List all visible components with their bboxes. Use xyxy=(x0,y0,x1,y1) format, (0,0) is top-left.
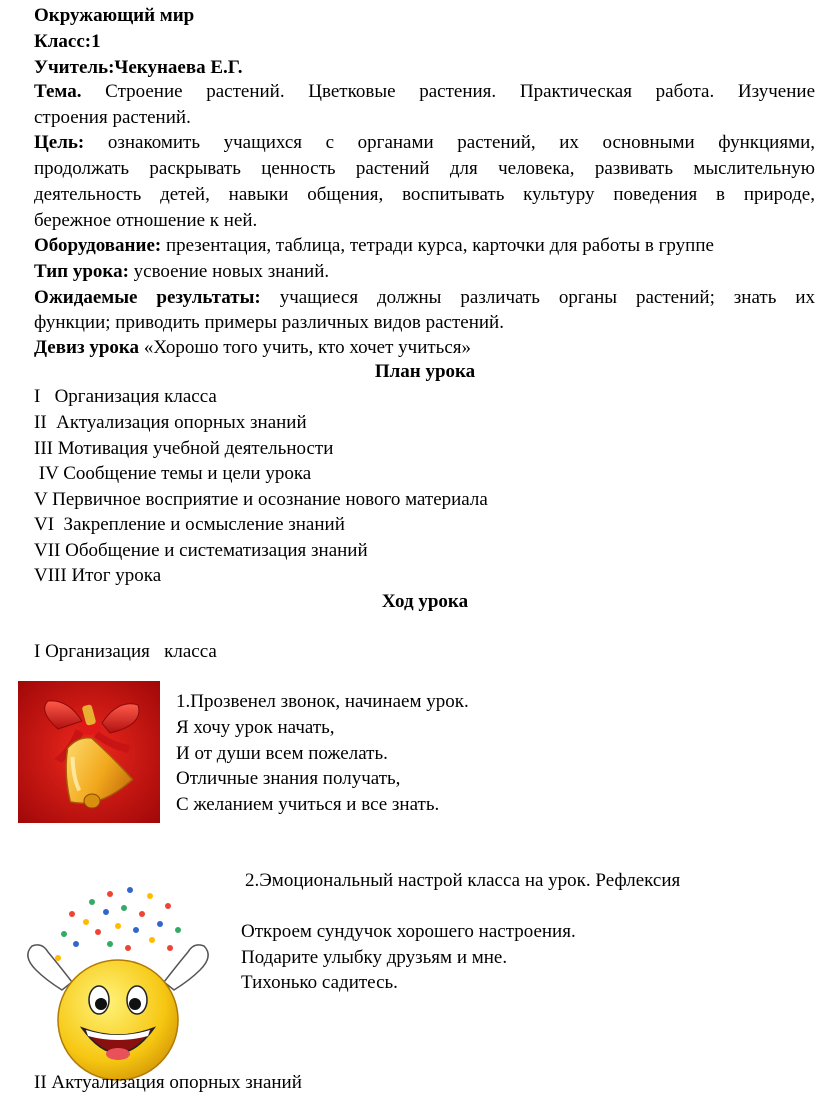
mood-line: Тихонько садитесь. xyxy=(241,972,398,993)
mood-title: 2.Эмоциональный настрой класса на урок. Рефлексия xyxy=(245,870,681,891)
subject: Окружающий мир xyxy=(34,5,195,26)
plan-item: VII Обобщение и систематизация знаний xyxy=(34,540,368,561)
topic-line-1: Тема. Строение растений. Цветковые растения. Практическая работа. Изучение xyxy=(34,81,816,102)
plan-item: III Мотивация учебной деятельности xyxy=(34,438,334,459)
teacher: Учитель:Чекунаева Е.Г. xyxy=(34,57,243,78)
poem-line: Я хочу урок начать, xyxy=(176,717,335,738)
section-actualization: II Актуализация опорных знаний xyxy=(34,1072,302,1093)
course-title: Ход урока xyxy=(381,591,469,612)
mood-line: Откроем сундучок хорошего настроения. xyxy=(241,921,576,942)
poem-line: И от души всем пожелать. xyxy=(176,743,388,764)
plan-item: I Организация класса xyxy=(34,386,217,407)
smiley-icon xyxy=(2,872,234,1082)
poem-line: 1.Прозвенел звонок, начинаем урок. xyxy=(176,691,469,712)
lesson-type: Тип урока: усвоение новых знаний. xyxy=(34,261,330,282)
section-organization: I Организация класса xyxy=(34,641,217,662)
plan-item: IV Сообщение темы и цели урока xyxy=(34,463,312,484)
plan-item: VIII Итог урока xyxy=(34,565,162,586)
results-line-1: Ожидаемые результаты: учащиеся должны различать органы растений; знать их xyxy=(34,287,815,308)
goal-line-3: деятельность детей, навыки общения, воспитывать культуру поведения в природе, xyxy=(34,184,815,205)
goal-line-1: Цель: ознакомить учащихся с органами растений, их основными функциями, xyxy=(34,132,816,153)
motto: Девиз урока «Хорошо того учить, кто хочет учиться» xyxy=(34,337,472,358)
topic-line-2: строения растений. xyxy=(34,107,191,128)
plan-title: План урока xyxy=(374,361,476,382)
grade: Класс:1 xyxy=(34,31,101,52)
plan-item: VI Закрепление и осмысление знаний xyxy=(34,514,345,535)
equipment: Оборудование: презентация, таблица, тетради курса, карточки для работы в группе xyxy=(34,235,714,256)
plan-item: V Первичное восприятие и осознание нового материала xyxy=(34,489,488,510)
goal-line-2: продолжать раскрывать ценность растений для человека, развивать мыслительную xyxy=(34,158,815,179)
bell-icon xyxy=(18,681,160,823)
plan-item: II Актуализация опорных знаний xyxy=(34,412,307,433)
mood-line: Подарите улыбку друзьям и мне. xyxy=(241,947,508,968)
results-line-2: функции; приводить примеры различных видов растений. xyxy=(34,312,504,333)
goal-line-4: бережное отношение к ней. xyxy=(34,210,258,231)
poem-line: С желанием учиться и все знать. xyxy=(176,794,440,815)
poem-line: Отличные знания получать, xyxy=(176,768,401,789)
